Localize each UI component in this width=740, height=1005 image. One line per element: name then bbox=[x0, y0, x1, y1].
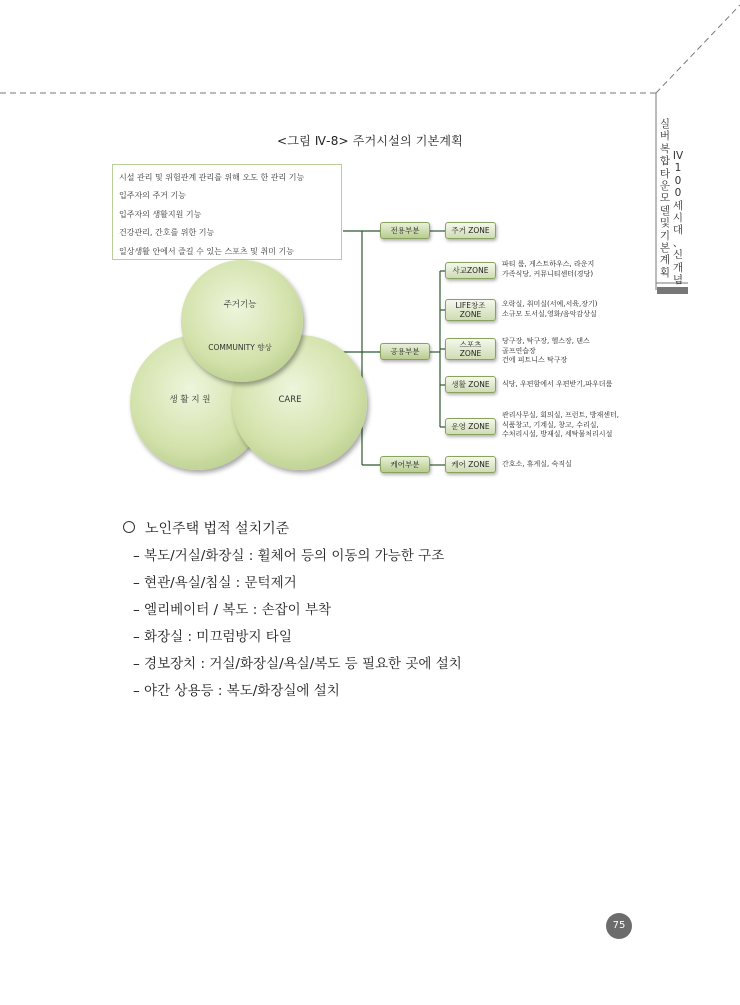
standard-item: – 현관/욕실/침실 : 문턱제거 bbox=[133, 575, 297, 591]
standard-item: – 화장실 : 미끄럼방지 타일 bbox=[133, 629, 292, 645]
branch-common: 공용부분 bbox=[380, 343, 430, 360]
page-number: 75 bbox=[606, 913, 632, 939]
circle-label-life-support: 생 활 지 원 bbox=[169, 395, 211, 405]
zone-desc-operation: 관리사무실, 회의실, 프런트, 방재센터, 식품창고, 기계실, 창고, 수리실, 수처리시설, 방재실, 세탁물처리시설 bbox=[502, 411, 620, 438]
zone-desc-sports: 당구장, 탁구장, 헬스장, 댄스 골프연습장 건에 피트니스 탁구장 bbox=[502, 337, 590, 364]
zone-desc-living: 식당, 우편함에서 우편받기,파우더룸 bbox=[502, 380, 613, 388]
sidebar-chapter-column: IV 1 0 0 세 시 대 、 신 개 념 bbox=[672, 150, 684, 287]
function-list-item: 입주자의 주거 기능 bbox=[119, 191, 186, 201]
standard-item: – 복도/거실/화장실 : 휠체어 등의 이동의 가능한 구조 bbox=[133, 548, 445, 564]
function-list-item: 시설 관리 및 위험관계 관리를 위해 오도 한 관리 기능 bbox=[119, 173, 305, 182]
zone-living: 생활 ZONE bbox=[445, 376, 496, 393]
zone-desc-care: 간호소, 휴게실, 숙직실 bbox=[502, 460, 572, 468]
zone-sports: 스포츠 ZONE bbox=[445, 338, 496, 360]
figure-caption: <그림 Ⅳ-8> 주거시설의 기본계획 bbox=[277, 134, 463, 148]
zone-desc-social: 파티 룸, 게스트하우스, 라운지 가족식당, 커뮤니티센터(경당) bbox=[502, 260, 595, 278]
zone-operation: 운영 ZONE bbox=[445, 418, 496, 435]
circle-bullet-icon bbox=[123, 521, 135, 533]
circle-label-housing: 주거기능 bbox=[223, 300, 257, 310]
branch-private: 전용부분 bbox=[380, 222, 430, 239]
circle-housing bbox=[181, 260, 303, 382]
sidebar-tab-marker bbox=[657, 287, 688, 294]
function-list-item: 건강관리, 간호를 위한 기능 bbox=[119, 228, 215, 238]
sidebar-title-column: 실 버 복 합 타 운 모 델 및 기 본 계 획 bbox=[659, 118, 671, 279]
standards-heading: 노인주택 법적 설치기준 bbox=[123, 518, 289, 538]
standard-item: – 야간 상용등 : 복도/화장실에 설치 bbox=[133, 683, 340, 699]
function-list-item: 일상생활 안에서 즐길 수 있는 스포츠 및 취미 기능 bbox=[119, 246, 294, 256]
zone-social: 사교ZONE bbox=[445, 262, 496, 279]
function-list-item: 입주자의 생활지원 기능 bbox=[119, 209, 202, 219]
corner-dashed-diagonal bbox=[656, 5, 740, 93]
function-list-box bbox=[112, 164, 342, 260]
branch-care: 케어부분 bbox=[380, 456, 430, 473]
zone-care: 케어 ZONE bbox=[445, 456, 496, 473]
zone-life-creation: LIFE창조 ZONE bbox=[445, 299, 496, 321]
circle-label-care: CARE bbox=[278, 395, 302, 405]
standard-item: – 엘리베이터 / 복도 : 손잡이 부착 bbox=[133, 602, 332, 618]
zone-housing: 주거 ZONE bbox=[445, 222, 496, 239]
standard-item: – 경보장치 : 거실/화장실/욕실/복도 등 필요한 곳에 설치 bbox=[133, 656, 462, 672]
zone-desc-life-creation: 오락실, 취미실(서예,서육,장기) 소규모 도서실,영화/음악감상실 bbox=[502, 300, 598, 318]
circle-label-community: COMMUNITY 향상 bbox=[208, 343, 272, 352]
